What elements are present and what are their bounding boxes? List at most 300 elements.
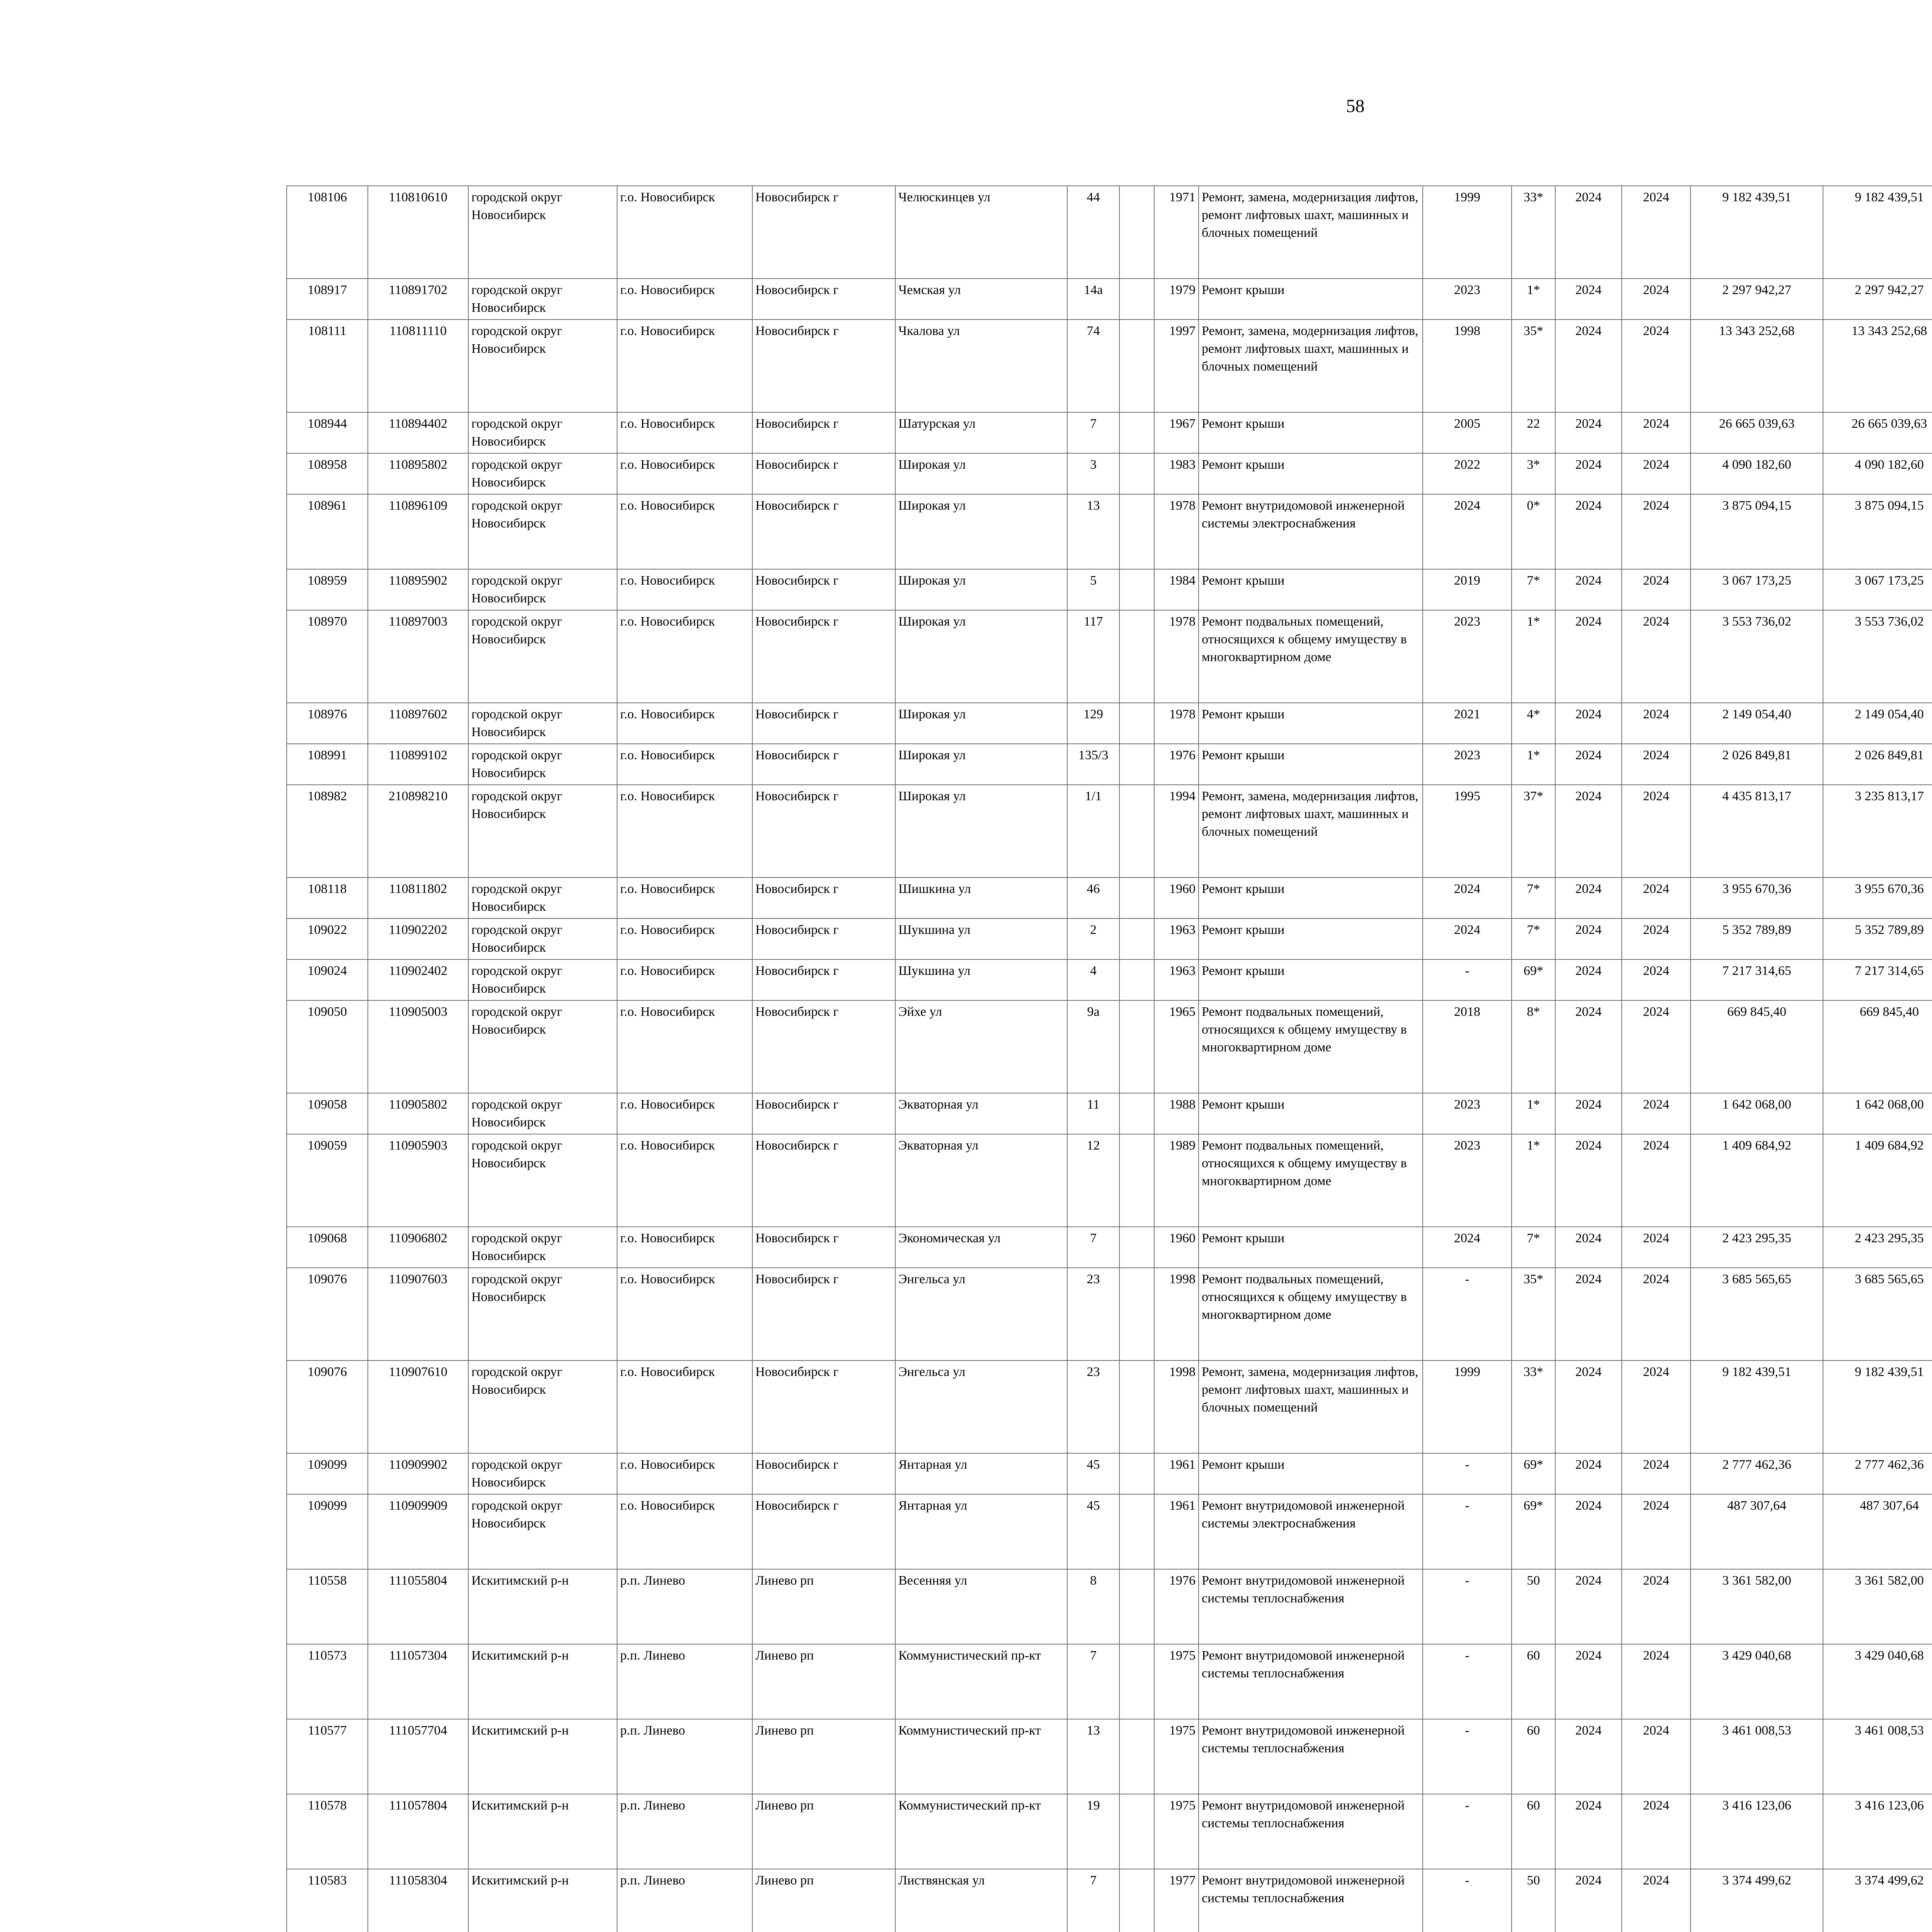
- cell-repair-code: 110811110: [368, 320, 468, 412]
- cell-house-number: 7: [1067, 1644, 1119, 1719]
- cell-building: [1119, 1134, 1154, 1227]
- cell-repair-code: 110897003: [368, 610, 468, 703]
- cell-plan-start-year: 2024: [1555, 494, 1622, 569]
- cell-build-year: 1976: [1154, 1569, 1199, 1644]
- cell-municipality: г.о. Новосибирск: [617, 1361, 752, 1453]
- cell-building: [1119, 918, 1154, 959]
- cell-last-repair-year: 2024: [1423, 918, 1512, 959]
- table-row: [287, 279, 1932, 320]
- cell-house-number: 7: [1067, 412, 1119, 453]
- cell-house-number: 44: [1067, 186, 1119, 279]
- cell-repair-code: 110896109: [368, 494, 468, 569]
- table-row: [287, 453, 1932, 494]
- cell-plan-start-year: 2024: [1555, 744, 1622, 785]
- cell-municipality: р.п. Линево: [617, 1869, 752, 1932]
- cell-municipality: р.п. Линево: [617, 1644, 752, 1719]
- cell-municipality: г.о. Новосибирск: [617, 1227, 752, 1268]
- cell-plan-end-year: 2024: [1622, 494, 1690, 569]
- cell-build-year: 1963: [1154, 918, 1199, 959]
- cell-last-repair-year: 2021: [1423, 703, 1512, 744]
- cell-repair-code: 111057804: [368, 1794, 468, 1869]
- cell-building: [1119, 959, 1154, 1000]
- cell-build-year: 1971: [1154, 186, 1199, 279]
- cell-build-year: 1963: [1154, 959, 1199, 1000]
- cell-municipal-district: городской округ Новосибирск: [468, 412, 617, 453]
- cell-work-type: Ремонт крыши: [1199, 1227, 1423, 1268]
- cell-municipal-district: городской округ Новосибирск: [468, 1453, 617, 1494]
- cell-repair-code: 110899102: [368, 744, 468, 785]
- cell-work-type: Ремонт, замена, модернизация лифтов, ремонт лифтовых шахт, машинных и блочных помещений: [1199, 1361, 1423, 1453]
- cell-regional-fund-cost: 3 461 008,53: [1823, 1719, 1932, 1794]
- cell-total-cost: 2 149 054,40: [1690, 703, 1823, 744]
- cell-work-type: Ремонт крыши: [1199, 1453, 1423, 1494]
- cell-repair-code: 110902402: [368, 959, 468, 1000]
- cell-building: [1119, 1869, 1154, 1932]
- cell-settlement: Новосибирск г: [752, 1093, 895, 1134]
- cell-settlement: Новосибирск г: [752, 918, 895, 959]
- cell-regional-fund-cost: 3 235 813,17: [1823, 785, 1932, 878]
- cell-street: Чкалова ул: [895, 320, 1067, 412]
- cell-building: [1119, 1494, 1154, 1569]
- cell-settlement: Линево рп: [752, 1644, 895, 1719]
- cell-total-cost: 4 090 182,60: [1690, 453, 1823, 494]
- cell-regional-fund-cost: 4 090 182,60: [1823, 453, 1932, 494]
- cell-repair-code: 111055804: [368, 1569, 468, 1644]
- cell-last-repair-year: -: [1423, 1794, 1512, 1869]
- table-row: [287, 918, 1932, 959]
- cell-house-number: 7: [1067, 1869, 1119, 1932]
- cell-regional-fund-cost: 3 361 582,00: [1823, 1569, 1932, 1644]
- cell-repair-code: 110909909: [368, 1494, 468, 1569]
- cell-street: Широкая ул: [895, 453, 1067, 494]
- cell-repair-code: 110895902: [368, 569, 468, 610]
- cell-house-number: 4: [1067, 959, 1119, 1000]
- cell-municipal-district: городской округ Новосибирск: [468, 1134, 617, 1227]
- cell-last-repair-year: -: [1423, 1869, 1512, 1932]
- cell-build-year: 1978: [1154, 703, 1199, 744]
- cell-building: [1119, 1644, 1154, 1719]
- cell-wear-percent: 7*: [1512, 1227, 1555, 1268]
- table-row: [287, 1869, 1932, 1932]
- cell-work-type: Ремонт крыши: [1199, 1093, 1423, 1134]
- cell-settlement: Линево рп: [752, 1719, 895, 1794]
- cell-municipal-district: городской округ Новосибирск: [468, 453, 617, 494]
- cell-build-year: 1998: [1154, 1268, 1199, 1361]
- cell-house-number: 23: [1067, 1361, 1119, 1453]
- cell-repair-code: 110810610: [368, 186, 468, 279]
- table-row: [287, 1644, 1932, 1719]
- table-row: [287, 610, 1932, 703]
- cell-total-cost: 13 343 252,68: [1690, 320, 1823, 412]
- cell-row-id: 108958: [287, 453, 368, 494]
- table-row: [287, 1794, 1932, 1869]
- cell-building: [1119, 1719, 1154, 1794]
- cell-plan-end-year: 2024: [1622, 1134, 1690, 1227]
- cell-regional-fund-cost: 2 297 942,27: [1823, 279, 1932, 320]
- cell-wear-percent: 7*: [1512, 569, 1555, 610]
- cell-row-id: 108959: [287, 569, 368, 610]
- cell-regional-fund-cost: 3 067 173,25: [1823, 569, 1932, 610]
- cell-plan-end-year: 2024: [1622, 959, 1690, 1000]
- cell-municipality: р.п. Линево: [617, 1569, 752, 1644]
- cell-work-type: Ремонт внутридомовой инженерной системы теплоснабжения: [1199, 1719, 1423, 1794]
- cell-municipality: г.о. Новосибирск: [617, 785, 752, 878]
- cell-wear-percent: 1*: [1512, 1093, 1555, 1134]
- cell-plan-end-year: 2024: [1622, 1093, 1690, 1134]
- cell-plan-start-year: 2024: [1555, 959, 1622, 1000]
- cell-build-year: 1961: [1154, 1453, 1199, 1494]
- cell-plan-start-year: 2024: [1555, 279, 1622, 320]
- cell-street: Экваторная ул: [895, 1134, 1067, 1227]
- cell-wear-percent: 4*: [1512, 703, 1555, 744]
- cell-plan-start-year: 2024: [1555, 610, 1622, 703]
- cell-municipality: г.о. Новосибирск: [617, 1268, 752, 1361]
- cell-regional-fund-cost: 3 429 040,68: [1823, 1644, 1932, 1719]
- cell-last-repair-year: 2023: [1423, 1134, 1512, 1227]
- cell-row-id: 110577: [287, 1719, 368, 1794]
- cell-row-id: 109022: [287, 918, 368, 959]
- cell-wear-percent: 1*: [1512, 744, 1555, 785]
- cell-plan-end-year: 2024: [1622, 785, 1690, 878]
- cell-settlement: Новосибирск г: [752, 412, 895, 453]
- cell-street: Чемская ул: [895, 279, 1067, 320]
- cell-wear-percent: 1*: [1512, 610, 1555, 703]
- cell-municipality: г.о. Новосибирск: [617, 569, 752, 610]
- cell-plan-end-year: 2024: [1622, 453, 1690, 494]
- cell-repair-code: 210898210: [368, 785, 468, 878]
- cell-last-repair-year: -: [1423, 1644, 1512, 1719]
- cell-plan-start-year: 2024: [1555, 918, 1622, 959]
- cell-regional-fund-cost: 2 777 462,36: [1823, 1453, 1932, 1494]
- table-row: [287, 1134, 1932, 1227]
- cell-plan-start-year: 2024: [1555, 703, 1622, 744]
- cell-plan-start-year: 2024: [1555, 1794, 1622, 1869]
- cell-municipality: р.п. Линево: [617, 1794, 752, 1869]
- cell-build-year: 1975: [1154, 1719, 1199, 1794]
- cell-street: Энгельса ул: [895, 1268, 1067, 1361]
- cell-house-number: 9а: [1067, 1000, 1119, 1093]
- cell-street: Широкая ул: [895, 610, 1067, 703]
- cell-wear-percent: 0*: [1512, 494, 1555, 569]
- cell-street: Листвянская ул: [895, 1869, 1067, 1932]
- cell-build-year: 1967: [1154, 412, 1199, 453]
- cell-house-number: 11: [1067, 1093, 1119, 1134]
- cell-house-number: 117: [1067, 610, 1119, 703]
- cell-last-repair-year: 2023: [1423, 744, 1512, 785]
- cell-wear-percent: 60: [1512, 1719, 1555, 1794]
- cell-plan-end-year: 2024: [1622, 878, 1690, 918]
- cell-repair-code: 110907610: [368, 1361, 468, 1453]
- cell-municipal-district: Искитимский р-н: [468, 1869, 617, 1932]
- cell-last-repair-year: 2024: [1423, 878, 1512, 918]
- cell-last-repair-year: 2023: [1423, 279, 1512, 320]
- cell-work-type: Ремонт внутридомовой инженерной системы теплоснабжения: [1199, 1794, 1423, 1869]
- cell-house-number: 7: [1067, 1227, 1119, 1268]
- cell-repair-code: 110897602: [368, 703, 468, 744]
- cell-plan-end-year: 2024: [1622, 1719, 1690, 1794]
- cell-municipal-district: городской округ Новосибирск: [468, 569, 617, 610]
- cell-regional-fund-cost: 3 875 094,15: [1823, 494, 1932, 569]
- cell-building: [1119, 878, 1154, 918]
- cell-last-repair-year: 2019: [1423, 569, 1512, 610]
- cell-building: [1119, 744, 1154, 785]
- cell-row-id: 109076: [287, 1361, 368, 1453]
- cell-row-id: 108944: [287, 412, 368, 453]
- cell-building: [1119, 186, 1154, 279]
- cell-wear-percent: 35*: [1512, 320, 1555, 412]
- cell-wear-percent: 35*: [1512, 1268, 1555, 1361]
- table-row: [287, 320, 1932, 412]
- cell-plan-end-year: 2024: [1622, 610, 1690, 703]
- cell-regional-fund-cost: 2 149 054,40: [1823, 703, 1932, 744]
- cell-municipal-district: городской округ Новосибирск: [468, 744, 617, 785]
- cell-municipality: г.о. Новосибирск: [617, 744, 752, 785]
- cell-work-type: Ремонт крыши: [1199, 569, 1423, 610]
- cell-regional-fund-cost: 13 343 252,68: [1823, 320, 1932, 412]
- cell-work-type: Ремонт, замена, модернизация лифтов, ремонт лифтовых шахт, машинных и блочных помещений: [1199, 785, 1423, 878]
- cell-street: Коммунистический пр-кт: [895, 1719, 1067, 1794]
- cell-plan-end-year: 2024: [1622, 320, 1690, 412]
- cell-last-repair-year: -: [1423, 1569, 1512, 1644]
- cell-municipality: г.о. Новосибирск: [617, 703, 752, 744]
- cell-plan-start-year: 2024: [1555, 1494, 1622, 1569]
- cell-plan-end-year: 2024: [1622, 1000, 1690, 1093]
- cell-last-repair-year: 1998: [1423, 320, 1512, 412]
- cell-wear-percent: 1*: [1512, 279, 1555, 320]
- cell-work-type: Ремонт подвальных помещений, относящихся к общему имуществу в многоквартирном доме: [1199, 610, 1423, 703]
- cell-row-id: 110583: [287, 1869, 368, 1932]
- cell-build-year: 1977: [1154, 1869, 1199, 1932]
- cell-repair-code: 110811802: [368, 878, 468, 918]
- cell-settlement: Новосибирск г: [752, 959, 895, 1000]
- cell-municipal-district: городской округ Новосибирск: [468, 703, 617, 744]
- cell-settlement: Линево рп: [752, 1794, 895, 1869]
- cell-total-cost: 9 182 439,51: [1690, 1361, 1823, 1453]
- cell-build-year: 1979: [1154, 279, 1199, 320]
- cell-build-year: 1975: [1154, 1644, 1199, 1719]
- cell-repair-code: 110895802: [368, 453, 468, 494]
- cell-row-id: 108118: [287, 878, 368, 918]
- cell-work-type: Ремонт крыши: [1199, 878, 1423, 918]
- cell-plan-start-year: 2024: [1555, 186, 1622, 279]
- cell-house-number: 19: [1067, 1794, 1119, 1869]
- cell-municipality: г.о. Новосибирск: [617, 320, 752, 412]
- cell-plan-start-year: 2024: [1555, 1719, 1622, 1794]
- cell-municipality: г.о. Новосибирск: [617, 1453, 752, 1494]
- cell-row-id: 108976: [287, 703, 368, 744]
- cell-work-type: Ремонт внутридомовой инженерной системы электроснабжения: [1199, 494, 1423, 569]
- cell-building: [1119, 703, 1154, 744]
- cell-house-number: 8: [1067, 1569, 1119, 1644]
- table-row: [287, 785, 1932, 878]
- cell-building: [1119, 1569, 1154, 1644]
- cell-house-number: 45: [1067, 1494, 1119, 1569]
- cell-last-repair-year: -: [1423, 959, 1512, 1000]
- cell-total-cost: 1 642 068,00: [1690, 1093, 1823, 1134]
- cell-total-cost: 2 777 462,36: [1690, 1453, 1823, 1494]
- cell-total-cost: 9 182 439,51: [1690, 186, 1823, 279]
- cell-municipal-district: Искитимский р-н: [468, 1644, 617, 1719]
- cell-building: [1119, 453, 1154, 494]
- cell-last-repair-year: -: [1423, 1494, 1512, 1569]
- cell-regional-fund-cost: 3 955 670,36: [1823, 878, 1932, 918]
- cell-work-type: Ремонт крыши: [1199, 453, 1423, 494]
- page-number: 58: [1346, 96, 1365, 116]
- cell-building: [1119, 1227, 1154, 1268]
- cell-wear-percent: 33*: [1512, 186, 1555, 279]
- cell-total-cost: 3 955 670,36: [1690, 878, 1823, 918]
- cell-row-id: 109058: [287, 1093, 368, 1134]
- cell-work-type: Ремонт внутридомовой инженерной системы теплоснабжения: [1199, 1644, 1423, 1719]
- cell-repair-code: 110905003: [368, 1000, 468, 1093]
- table-row: [287, 1569, 1932, 1644]
- cell-last-repair-year: 1995: [1423, 785, 1512, 878]
- cell-house-number: 129: [1067, 703, 1119, 744]
- cell-house-number: 2: [1067, 918, 1119, 959]
- cell-plan-end-year: 2024: [1622, 918, 1690, 959]
- table-row: [287, 1268, 1932, 1361]
- cell-building: [1119, 785, 1154, 878]
- cell-plan-start-year: 2024: [1555, 569, 1622, 610]
- cell-plan-start-year: 2024: [1555, 1361, 1622, 1453]
- cell-last-repair-year: 2022: [1423, 453, 1512, 494]
- cell-wear-percent: 3*: [1512, 453, 1555, 494]
- cell-settlement: Новосибирск г: [752, 1453, 895, 1494]
- cell-regional-fund-cost: 7 217 314,65: [1823, 959, 1932, 1000]
- cell-municipal-district: городской округ Новосибирск: [468, 1093, 617, 1134]
- cell-row-id: 108991: [287, 744, 368, 785]
- cell-house-number: 3: [1067, 453, 1119, 494]
- cell-repair-code: 110909902: [368, 1453, 468, 1494]
- cell-wear-percent: 33*: [1512, 1361, 1555, 1453]
- cell-regional-fund-cost: 9 182 439,51: [1823, 186, 1932, 279]
- cell-street: Экономическая ул: [895, 1227, 1067, 1268]
- cell-plan-start-year: 2024: [1555, 320, 1622, 412]
- cell-build-year: 1961: [1154, 1494, 1199, 1569]
- cell-repair-code: 110906802: [368, 1227, 468, 1268]
- cell-settlement: Линево рп: [752, 1569, 895, 1644]
- cell-plan-end-year: 2024: [1622, 1268, 1690, 1361]
- cell-work-type: Ремонт подвальных помещений, относящихся к общему имуществу в многоквартирном доме: [1199, 1268, 1423, 1361]
- cell-settlement: Новосибирск г: [752, 569, 895, 610]
- cell-plan-end-year: 2024: [1622, 1644, 1690, 1719]
- cell-plan-end-year: 2024: [1622, 1227, 1690, 1268]
- cell-row-id: 109076: [287, 1268, 368, 1361]
- cell-street: Коммунистический пр-кт: [895, 1794, 1067, 1869]
- cell-municipality: г.о. Новосибирск: [617, 186, 752, 279]
- cell-repair-code: 111058304: [368, 1869, 468, 1932]
- cell-row-id: 109099: [287, 1494, 368, 1569]
- table-row: [287, 703, 1932, 744]
- cell-plan-start-year: 2024: [1555, 453, 1622, 494]
- cell-last-repair-year: -: [1423, 1453, 1512, 1494]
- cell-last-repair-year: 1999: [1423, 186, 1512, 279]
- cell-street: Шишкина ул: [895, 878, 1067, 918]
- table-row: [287, 1000, 1932, 1093]
- cell-total-cost: 2 026 849,81: [1690, 744, 1823, 785]
- cell-building: [1119, 494, 1154, 569]
- cell-build-year: 1960: [1154, 1227, 1199, 1268]
- cell-wear-percent: 8*: [1512, 1000, 1555, 1093]
- cell-street: Янтарная ул: [895, 1494, 1067, 1569]
- cell-municipal-district: Искитимский р-н: [468, 1569, 617, 1644]
- table-row: [287, 412, 1932, 453]
- cell-plan-start-year: 2024: [1555, 1227, 1622, 1268]
- cell-total-cost: 3 429 040,68: [1690, 1644, 1823, 1719]
- cell-municipality: г.о. Новосибирск: [617, 1134, 752, 1227]
- cell-last-repair-year: 2023: [1423, 610, 1512, 703]
- cell-settlement: Новосибирск г: [752, 453, 895, 494]
- table-row: [287, 1453, 1932, 1494]
- cell-plan-end-year: 2024: [1622, 703, 1690, 744]
- cell-row-id: 110578: [287, 1794, 368, 1869]
- cell-street: Шукшина ул: [895, 918, 1067, 959]
- cell-wear-percent: 60: [1512, 1794, 1555, 1869]
- cell-repair-code: 111057704: [368, 1719, 468, 1794]
- cell-row-id: 109050: [287, 1000, 368, 1093]
- cell-wear-percent: 69*: [1512, 959, 1555, 1000]
- cell-plan-end-year: 2024: [1622, 1361, 1690, 1453]
- cell-plan-end-year: 2024: [1622, 1453, 1690, 1494]
- cell-total-cost: 3 416 123,06: [1690, 1794, 1823, 1869]
- cell-row-id: 109059: [287, 1134, 368, 1227]
- cell-regional-fund-cost: 3 374 499,62: [1823, 1869, 1932, 1932]
- cell-house-number: 46: [1067, 878, 1119, 918]
- cell-wear-percent: 1*: [1512, 1134, 1555, 1227]
- cell-total-cost: 669 845,40: [1690, 1000, 1823, 1093]
- cell-row-id: 110573: [287, 1644, 368, 1719]
- cell-work-type: Ремонт крыши: [1199, 744, 1423, 785]
- cell-street: Челюскинцев ул: [895, 186, 1067, 279]
- cell-building: [1119, 569, 1154, 610]
- cell-regional-fund-cost: 26 665 039,63: [1823, 412, 1932, 453]
- cell-house-number: 45: [1067, 1453, 1119, 1494]
- cell-row-id: 108917: [287, 279, 368, 320]
- cell-house-number: 12: [1067, 1134, 1119, 1227]
- cell-plan-end-year: 2024: [1622, 412, 1690, 453]
- cell-repair-code: 111057304: [368, 1644, 468, 1719]
- cell-work-type: Ремонт подвальных помещений, относящихся к общему имуществу в многоквартирном доме: [1199, 1134, 1423, 1227]
- table-row: [287, 494, 1932, 569]
- cell-wear-percent: 22: [1512, 412, 1555, 453]
- table-row: [287, 186, 1932, 279]
- cell-repair-code: 110891702: [368, 279, 468, 320]
- cell-municipality: г.о. Новосибирск: [617, 279, 752, 320]
- cell-street: Широкая ул: [895, 494, 1067, 569]
- table-row: [287, 1093, 1932, 1134]
- cell-municipality: г.о. Новосибирск: [617, 959, 752, 1000]
- cell-last-repair-year: -: [1423, 1719, 1512, 1794]
- cell-street: Широкая ул: [895, 703, 1067, 744]
- cell-build-year: 1998: [1154, 1361, 1199, 1453]
- cell-settlement: Новосибирск г: [752, 279, 895, 320]
- cell-settlement: Линево рп: [752, 1869, 895, 1932]
- cell-plan-start-year: 2024: [1555, 1453, 1622, 1494]
- cell-repair-code: 110894402: [368, 412, 468, 453]
- cell-total-cost: 3 553 736,02: [1690, 610, 1823, 703]
- cell-municipal-district: городской округ Новосибирск: [468, 1494, 617, 1569]
- cell-plan-start-year: 2024: [1555, 1134, 1622, 1227]
- cell-wear-percent: 60: [1512, 1644, 1555, 1719]
- cell-plan-end-year: 2024: [1622, 1494, 1690, 1569]
- cell-total-cost: 7 217 314,65: [1690, 959, 1823, 1000]
- cell-plan-start-year: 2024: [1555, 412, 1622, 453]
- table-row: [287, 1361, 1932, 1453]
- cell-settlement: Новосибирск г: [752, 320, 895, 412]
- cell-municipality: г.о. Новосибирск: [617, 453, 752, 494]
- cell-last-repair-year: -: [1423, 1268, 1512, 1361]
- cell-municipality: г.о. Новосибирск: [617, 918, 752, 959]
